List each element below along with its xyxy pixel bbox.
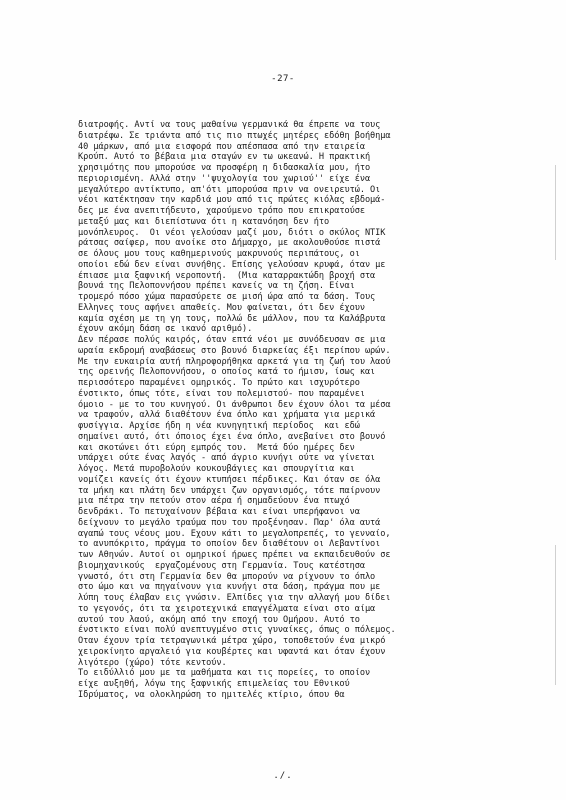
text-line: σημαίνει αυτό, ότι όποιος έχει ένα όπλο, ανεβαίνει στο βουνό (78, 431, 386, 442)
text-line: λύπη τους έλαβαν εις γνώσιν. Ελπίδες για την αλλαγή μου δίδει (78, 593, 391, 603)
text-line: να τραφούν, αλλά διαθέτουν ένα όπλο και χρήματα για μερικά (78, 410, 376, 421)
text-line: μεγαλύτερο αντίκτυπο, απ'ότι μπορούσα πριν να ονειρευτώ. Οι (78, 184, 381, 195)
text-line: όμοιο - με το του κυνηγού. Οι άνθρωποι δεν έχουν όλοι τα μέσα (78, 399, 391, 410)
text-line: έπιασε μια ξαφνική νεροποντή. (Μια καταρρακτώδη βροχή στα (78, 270, 376, 281)
text-line: δενδράκι. Το πετυχαίνουν βέβαια και είναι υπερήφανοι να (78, 507, 360, 517)
text-line: της ορεινής Πελοποννήσου, ο οποίος κατά το ήμισυ, ίσως και (78, 367, 376, 378)
text-line: γνωστό, ότι στη Γερμανία δεν θα μπορούν να ρίχνουν το όπλο (78, 571, 376, 582)
text-line: τρομερό πόσο χώμα παρασύρετε σε μισή ώρα από τα δάση. Τους (78, 292, 376, 302)
text-line: σε όλους μου τους καθημερινούς μακρυνούς περιπάτους, οι (78, 249, 360, 259)
text-line: δες με ένα ανεπιτήδευτο, χαρούμενο τρόπο που επικρατούσε (78, 206, 365, 216)
text-line: χειροκίνητο αργαλειό για κουβέρτες και υφαντά και όταν έχουν (78, 646, 386, 657)
text-line: ένστικτο, όπως τότε, είναι του πολεμιστού- που παραμένει (78, 388, 365, 399)
text-line: νέοι κατέκτησαν την καρδιά μου από τις πρώτες κιόλας εβδομά- (78, 195, 386, 206)
continuation-mark: ./. (273, 771, 293, 781)
text-line: έχουν ακόμη δάση σε ικανό αριθμό). (78, 324, 253, 335)
text-line: στο ώμο και να πηγαίνουν για κυνήγι στα δάση, πράγμα που με (78, 582, 381, 593)
text-line: Κρούπ. Αυτό το βέβαια μια σταγών εν τω ωκεανώ. Η πρακτική (78, 152, 371, 163)
text-line: μια πέτρα την πετούν στον αέρα ή σημαδεύουν ένα πτωχό (78, 496, 350, 507)
text-line: νομίζει κανείς ότι έχουν κτυπήσει πέρδικες. Και όταν σε όλα (78, 474, 381, 485)
page-number: -27- (271, 74, 295, 84)
body-text (78, 120, 548, 701)
text-line: καμία σχέση με τη γη τους, πολλώ δε μάλλον, που τα Καλάβρυτα (78, 313, 386, 324)
text-line: αγαπώ τους νέους μου. Εχουν κάτι το μεγαλοπρεπές, το γενναίο, (78, 528, 391, 539)
scan-edge-mark (555, 165, 556, 260)
scan-edge-mark (555, 545, 556, 685)
text-line: τα μήκη και πλάτη δεν υπάρχει ζων οργανισμός, τότε παίρνουν (78, 485, 381, 496)
text-line: φυσίγγια. Αρχίσε ήδη η νέα κυνηγητική περίοδος και εδώ (78, 421, 360, 431)
text-line: Ελληνες τους αφήνει απαθείς. Μου φαίνεται, ότι δεν έχουν (78, 302, 365, 313)
text-line: διατρέφω. Σε τριάντα από τις πιο πτωχές μητέρες εδόθη βοήθημα (78, 130, 391, 141)
text-line: Ιδρύματος, να ολοκληρώση το ημιτελές κτίριο, όπου θα (78, 689, 345, 700)
text-line: δείχνουν το μεγάλο τραύμα που του προξένησαν. Παρ' όλα αυτά (78, 517, 381, 528)
text-line: ράτσας σαίφερ, που ανοίκε στο Δήμαρχο, με ακολουθούσε πιστά (78, 238, 381, 249)
text-line: λόγος. Μετά πυροβολούν κουκουβάγιες και σπουργίτια και (78, 464, 355, 474)
text-line: Δεν πέρασε πολύς καιρός, όταν επτά νέοι με συνόδευσαν σε μια (78, 335, 386, 345)
text-line: και σκοτώνει ότι εύρη εμπρός του. Μετά δύο ημέρες δεν (78, 442, 355, 453)
text-line: 40 μάρκων, από μια εισφορά που απέσπασα από την εταιρεία (78, 141, 365, 152)
text-line: αυτού του λαού, ακόμη από την εποχή του Ομήρου. Αυτό το (78, 614, 360, 625)
text-line: μεταξύ μας και διεπίστωνα ότι η κατανόηση δεν ήτο (78, 216, 330, 227)
text-line: μονόπλευρος. Οι νέοι γελούσαν μαζί μου, διότι ο σκύλος ΝΤΙΚ (78, 227, 386, 238)
text-line: Οταν έχουν τρία τετραγωνικά μέτρα χώρο, τοποθετούν ένα μικρό (78, 636, 386, 646)
text-line: το ανυπόκριτο, πράγμα το οποίον δεν διαθέτουν οι Λεβαντίνοι (78, 539, 381, 550)
text-line: Με την ευκαιρία αυτή πληροφορήθηκα αρκετά για τη ζωή του λαού (78, 356, 391, 367)
text-line: το γεγονός, ότι τα χειροτεχνικά επαγγέλματα είναι στο αίμα (78, 603, 376, 614)
text-line: ωραία εκδρομή αναβάσεως στο βουνό διαρκείας έξι περίπου ωρών. (78, 345, 391, 356)
text-line: ένστικτο είναι πολύ ανεπτυγμένο στις γυναίκες, όπως ο πόλεμος. (78, 625, 396, 636)
text-line: οποίοι εδώ δεν είναι συνήθης. Επίσης γελούσαν κρυφά, όταν με (78, 259, 386, 270)
text-line: Το ειδύλλιό μου με τα μαθήματα και τις πορείες, το οποίον (78, 668, 371, 679)
text-line: των Αθηνών. Αυτοί οι ομηρικοί ήρωες πρέπει να εκπαιδευθούν σε (78, 550, 391, 560)
text-line: λιγότερο (χώρο) τότε κεντούν. (78, 657, 227, 668)
text-line: περισσότερο παραμένει ομηρικός. Το πρώτο και ισχυρότερο (78, 378, 360, 388)
text-line: υπάρχει ούτε ένας λαγός - από άγριο κυνήγι ούτε να γίνεται (78, 453, 376, 464)
text-line: βιομηχανικούς εργαζομένους στη Γερμανία. Τους κατέστησα (78, 560, 365, 571)
text-line: διατροφής. Αντί να τους μαθαίνω γερμανικά θα έπρεπε να τους (78, 120, 381, 130)
text-line: περιορισμένη. Αλλά στην ''ψυχολογία του χωριού'' είχε ένα (78, 173, 371, 184)
text-line: είχε αυξηθή, λόγω της ξαφνικής επιμελείας του Εθνικού (78, 679, 350, 689)
text-line: βουνά της Πελοποννήσου πρέπει κανείς να τη ζήση. Είναι (78, 281, 355, 292)
text-line: χρησιμότης που μπορούσε να προσφέρη η διδασκαλία μου, ήτο (78, 163, 371, 173)
